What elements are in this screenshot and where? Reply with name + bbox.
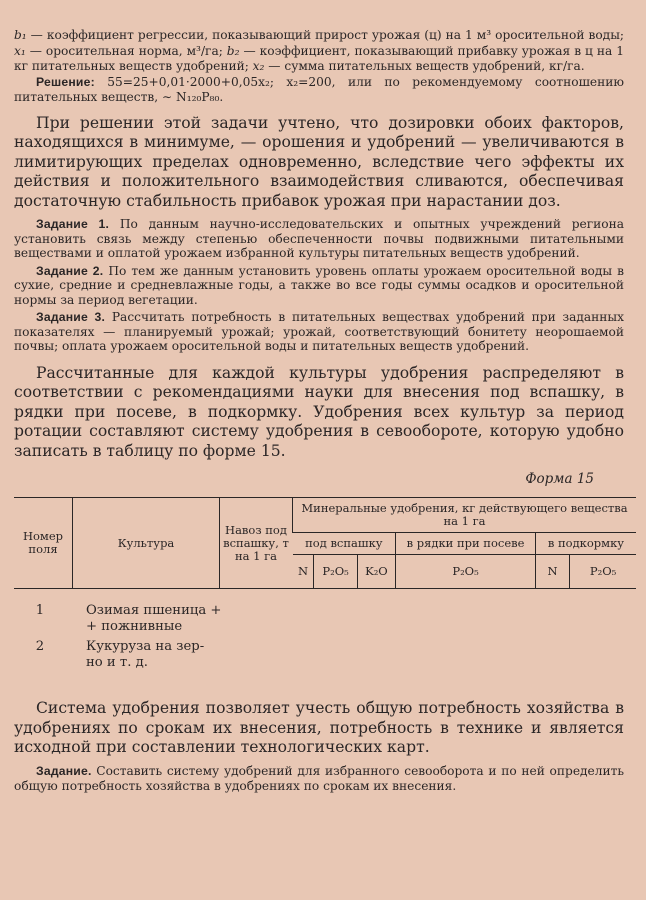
definition-x1: — оросительная норма, м³/га; xyxy=(25,43,227,58)
symbol-b1: b₁ xyxy=(14,28,27,42)
final-task xyxy=(14,764,624,794)
header-plowing-p2o5: P₂O₅ xyxy=(314,555,357,589)
row-number: 2 xyxy=(35,639,45,654)
header-mineral-fertilizers: Минеральные удобрения, кг действующего вещества на 1 га xyxy=(293,498,637,533)
form-15-table-wrap xyxy=(14,497,628,589)
header-top-dressing: в подкормку xyxy=(535,533,636,555)
header-field-number: Номер поля xyxy=(22,529,64,556)
header-topdress-p2o5: P₂O₅ xyxy=(570,555,636,589)
table-row xyxy=(14,639,624,671)
header-under-plowing: под вспашку xyxy=(293,533,396,555)
symbol-b2: b₂ xyxy=(226,43,240,58)
final-task-text: Составить систему удобрений для избранного севооборота и по ней определить общую потребность хозяйства в удобрениях по срокам их внесения. xyxy=(14,763,624,793)
header-topdress-n: N xyxy=(535,555,569,589)
task-label: Задание 1. xyxy=(36,217,110,231)
crop-line: + пожнивные xyxy=(86,619,183,634)
crop-line: Кукуруза на зер- xyxy=(86,639,205,654)
row-crop xyxy=(66,603,236,635)
final-task-label: Задание. xyxy=(36,763,92,778)
definition-b2: — коэффициент, показывающий прибавку урожая в ц на 1 кг питательных веществ удобрений; xyxy=(14,43,624,73)
definition-x2: — сумма питательных веществ удобрений, кг/га. xyxy=(264,59,585,73)
distribution-paragraph: Рассчитанные для каждой культуры удобрения распределяют в соответствии с рекомендациями науки для внесения под вспашку, в рядки при посеве, в подкормку. Удобрения всех культур за период ротации составляют систему удобрения в севообороте, которую удобно записать в таблицу по форме 15. xyxy=(14,363,624,460)
final-task-block xyxy=(14,764,624,794)
header-manure: Навоз под вспашку, т на 1 га xyxy=(220,498,293,589)
table-row xyxy=(14,603,624,635)
form-15-table xyxy=(14,497,636,589)
definition-b1: — коэффициент регрессии, показывающий прирост урожая (ц) на 1 м³ оросительной воды; xyxy=(26,28,624,42)
main-paragraph: При решении этой задачи учтено, что дозировки обоих факторов, находящихся в минимуме, — орошения и удобрений — увеличиваются в лимитирующих пределах одновременно, вследствие чего эффекты их действия и положительного взаимодействия сливаются, обеспечивая достаточную стабильность прибавок урожая при нарастании доз. xyxy=(14,113,624,210)
row-number: 1 xyxy=(35,603,45,618)
task-1 xyxy=(14,217,624,261)
task-3 xyxy=(14,310,624,354)
symbol-x2: x₂ xyxy=(252,59,265,73)
table-body-rows xyxy=(14,603,624,671)
header-plowing-k2o: K₂O xyxy=(357,555,395,589)
task-label: Задание 3. xyxy=(36,310,106,324)
symbol-x1: x₁ xyxy=(14,43,26,58)
task-label: Задание 2. xyxy=(36,263,104,278)
header-rows-p2o5: P₂O₅ xyxy=(396,555,536,589)
main-paragraph-block xyxy=(14,114,624,212)
task-2 xyxy=(14,264,624,308)
header-crop: Культура xyxy=(73,498,220,589)
task-text: По данным научно-исследовательских и опытных учреждений региона установить связь между степенью обеспеченности почвы подвижными питательными веществами и оплатой урожаем избранной культуры питательных веществ удобрений. xyxy=(14,217,624,260)
system-paragraph-block xyxy=(14,699,624,758)
task-text: Рассчитать потребность в питательных веществах удобрений при заданных показателях — планируемый урожай; урожай, соответствующий бонитету неорошаемой почвы; оплата урожаем оросительной воды и питательных веществ удобрений. xyxy=(14,310,625,353)
solution-text: 55=25+0,01·2000+0,05x₂; x₂=200, или по рекомендуемому соотношению питательных веществ, ∼ N₁₂₀P₈₀. xyxy=(14,74,624,104)
system-paragraph: Система удобрения позволяет учесть общую потребность хозяйства в удобрениях по срокам их внесения, потребность в технике и является исходной при составлении технологических карт. xyxy=(14,699,624,756)
task-text: По тем же данным установить уровень оплаты урожаем оросительной воды в сухие, средние и средневлажные годы, а также во все годы суммы осадков и оросительной нормы за период вегетации. xyxy=(14,263,625,307)
tasks-list xyxy=(14,217,624,354)
crop-line: Озимая пшеница + xyxy=(86,603,222,618)
solution-label: Решение: xyxy=(36,74,95,89)
header-in-rows: в рядки при посеве xyxy=(396,533,536,555)
form-label: Форма 15 xyxy=(525,471,594,487)
row-crop xyxy=(66,639,236,671)
crop-line: но и т. д. xyxy=(86,655,148,670)
distribution-paragraph-block xyxy=(14,364,624,462)
variable-definitions xyxy=(14,28,624,106)
header-plowing-n: N xyxy=(293,555,314,589)
